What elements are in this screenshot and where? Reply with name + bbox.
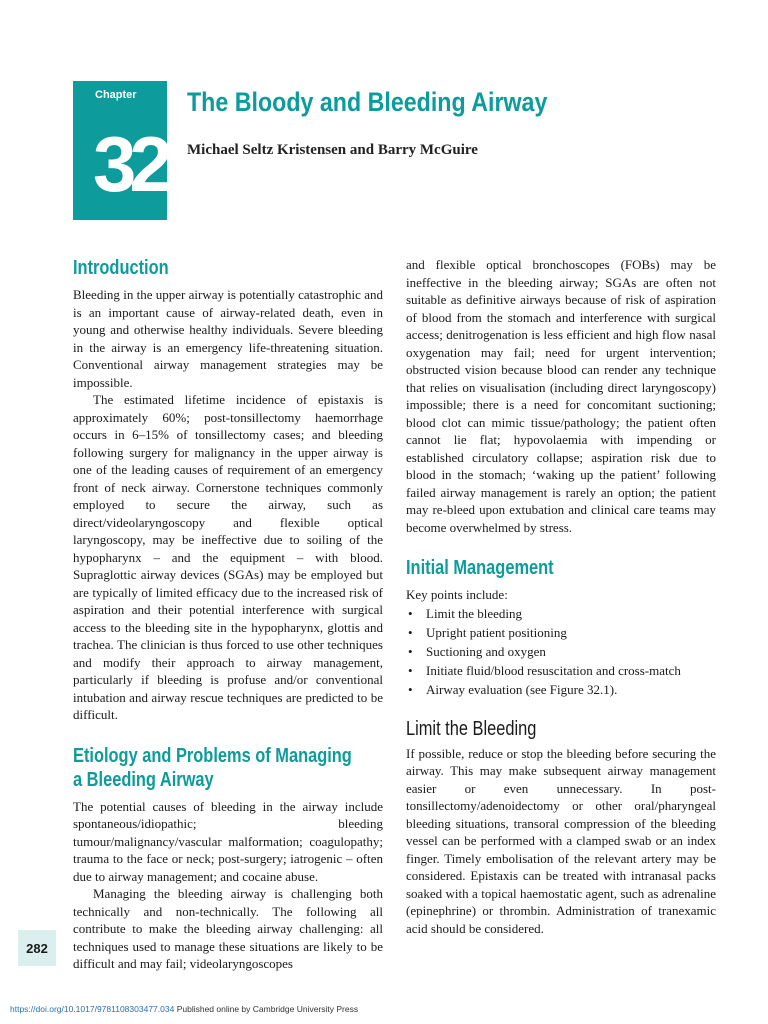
- footer: [10, 1004, 358, 1014]
- left-column: [73, 256, 383, 973]
- right-column: [406, 256, 716, 937]
- etiology-heading-line-2: a Bleeding Airway: [73, 768, 214, 791]
- key-points-list: [406, 604, 716, 699]
- introduction-heading: Introduction: [73, 257, 169, 279]
- doi-link[interactable]: https://doi.org/10.1017/9781108303477.034: [10, 1004, 175, 1014]
- limit-bleeding-paragraph: If possible, reduce or stop the bleeding before securing the airway. This may make subsequent airway management easier or even unnecessary. In post-tonsillectomy/adenoidectomy or other oral/pharyngeal bleeding situations, transoral compression of the bleeding vessel can be performed with a clamped swab or an index finger. Timely embolisation of the relevant artery may be considered. Epistaxis can be treated with intranasal packs soaked with a topical haemostatic agent, such as adrenaline (epinephrine) or thrombin. Administration of tranexamic acid should be considered.: [406, 745, 716, 936]
- key-points-intro: Key points include:: [406, 587, 508, 602]
- initial-management-heading: Initial Management: [406, 557, 554, 579]
- continuation-paragraph: and flexible optical bronchoscopes (FOBs) may be ineffective in the bleeding airway; SGAs are often not suitable as definitive airways because of risk of aspiration of blood from the stomach and interference with surgical access; denitrogenation is less efficient and high flow nasal oxygenation may fail; need for urgent intervention; obstructed vision because blood can render any technique that relies on visualisation (including direct laryngoscopy) impossible; there is a need for concomitant suctioning; blood clot can mimic tissue/pathology; the patient often cannot lie flat; hypovolaemia with impending or established circulatory collapse; aspiration risk due to blood in the stomach; ‘waking up the patient’ following failed airway management is rarely an option; the patient may re-bleed upon extubation and clinical care teams may become overwhelmed by stress.: [406, 257, 716, 535]
- chapter-label: Chapter: [95, 89, 137, 101]
- etiology-heading-line-1: Etiology and Problems of Managing: [73, 744, 352, 767]
- list-item: • Airway evaluation (see Figure 32.1).: [408, 681, 618, 697]
- list-item: • Limit the bleeding: [408, 605, 523, 621]
- publisher-note: Published online by Cambridge University Press: [174, 1004, 359, 1014]
- list-item: • Initiate fluid/blood resuscitation and cross-match: [408, 662, 681, 678]
- limit-bleeding-heading: Limit the Bleeding: [406, 717, 537, 740]
- etiology-paragraph-1: The potential causes of bleeding in the airway include spontaneous/idiopathic; bleeding tumour/malignancy/vascular malformation; coagulopathy; trauma to the face or neck; post-surgery; iatrogenic – often due to airway management; and cocaine abuse.: [73, 798, 383, 884]
- chapter-number: 32: [93, 120, 166, 208]
- chapter-title: The Bloody and Bleeding Airway: [187, 87, 548, 117]
- authors: Michael Seltz Kristensen and Barry McGuire: [187, 142, 478, 158]
- introduction-paragraph-1: Bleeding in the upper airway is potentially catastrophic and is an important cause of airway-related death, even in young and otherwise healthy individuals. Severe bleeding in the airway is an emergency life-threatening situation. Conventional airway management strategies may be impossible.: [73, 287, 383, 390]
- page-number: 282: [18, 930, 56, 966]
- introduction-paragraph-2: The estimated lifetime incidence of epistaxis is approximately 60%; post-tonsillectomy haemorrhage occurs in 6–15% of tonsillectomy cases; and bleeding following surgery for malignancy in the upper airway is one of the leading causes of requirement of an emergency front of neck airway. Cornerstone techniques commonly employed to secure the airway, such as direct/videolaryngoscopy and flexible optical laryngoscopy, may be ineffective due to soiling of the hypopharynx – and the equipment – with blood. Supraglottic airway devices (SGAs) may be employed but are typically of limited efficacy due to the increased risk of aspiration and their potential interference with surgical access to the bleeding site in the hypopharynx, glottis and trachea. The clinician is thus forced to use other techniques and modify their approach to airway management, particularly if bleeding is profuse and/or conventional intubation and airway rescue techniques are predicted to be difficult.: [73, 392, 383, 722]
- etiology-paragraph-2: Managing the bleeding airway is challenging both technically and non-technically. The following all contribute to make the bleeding airway challenging: all techniques used to manage these situations are likely to be difficult and may fail; videolaryngoscopes: [73, 886, 383, 971]
- chapter-badge: [73, 81, 167, 220]
- list-item: • Suctioning and oxygen: [408, 643, 546, 659]
- list-item: • Upright patient positioning: [408, 624, 567, 640]
